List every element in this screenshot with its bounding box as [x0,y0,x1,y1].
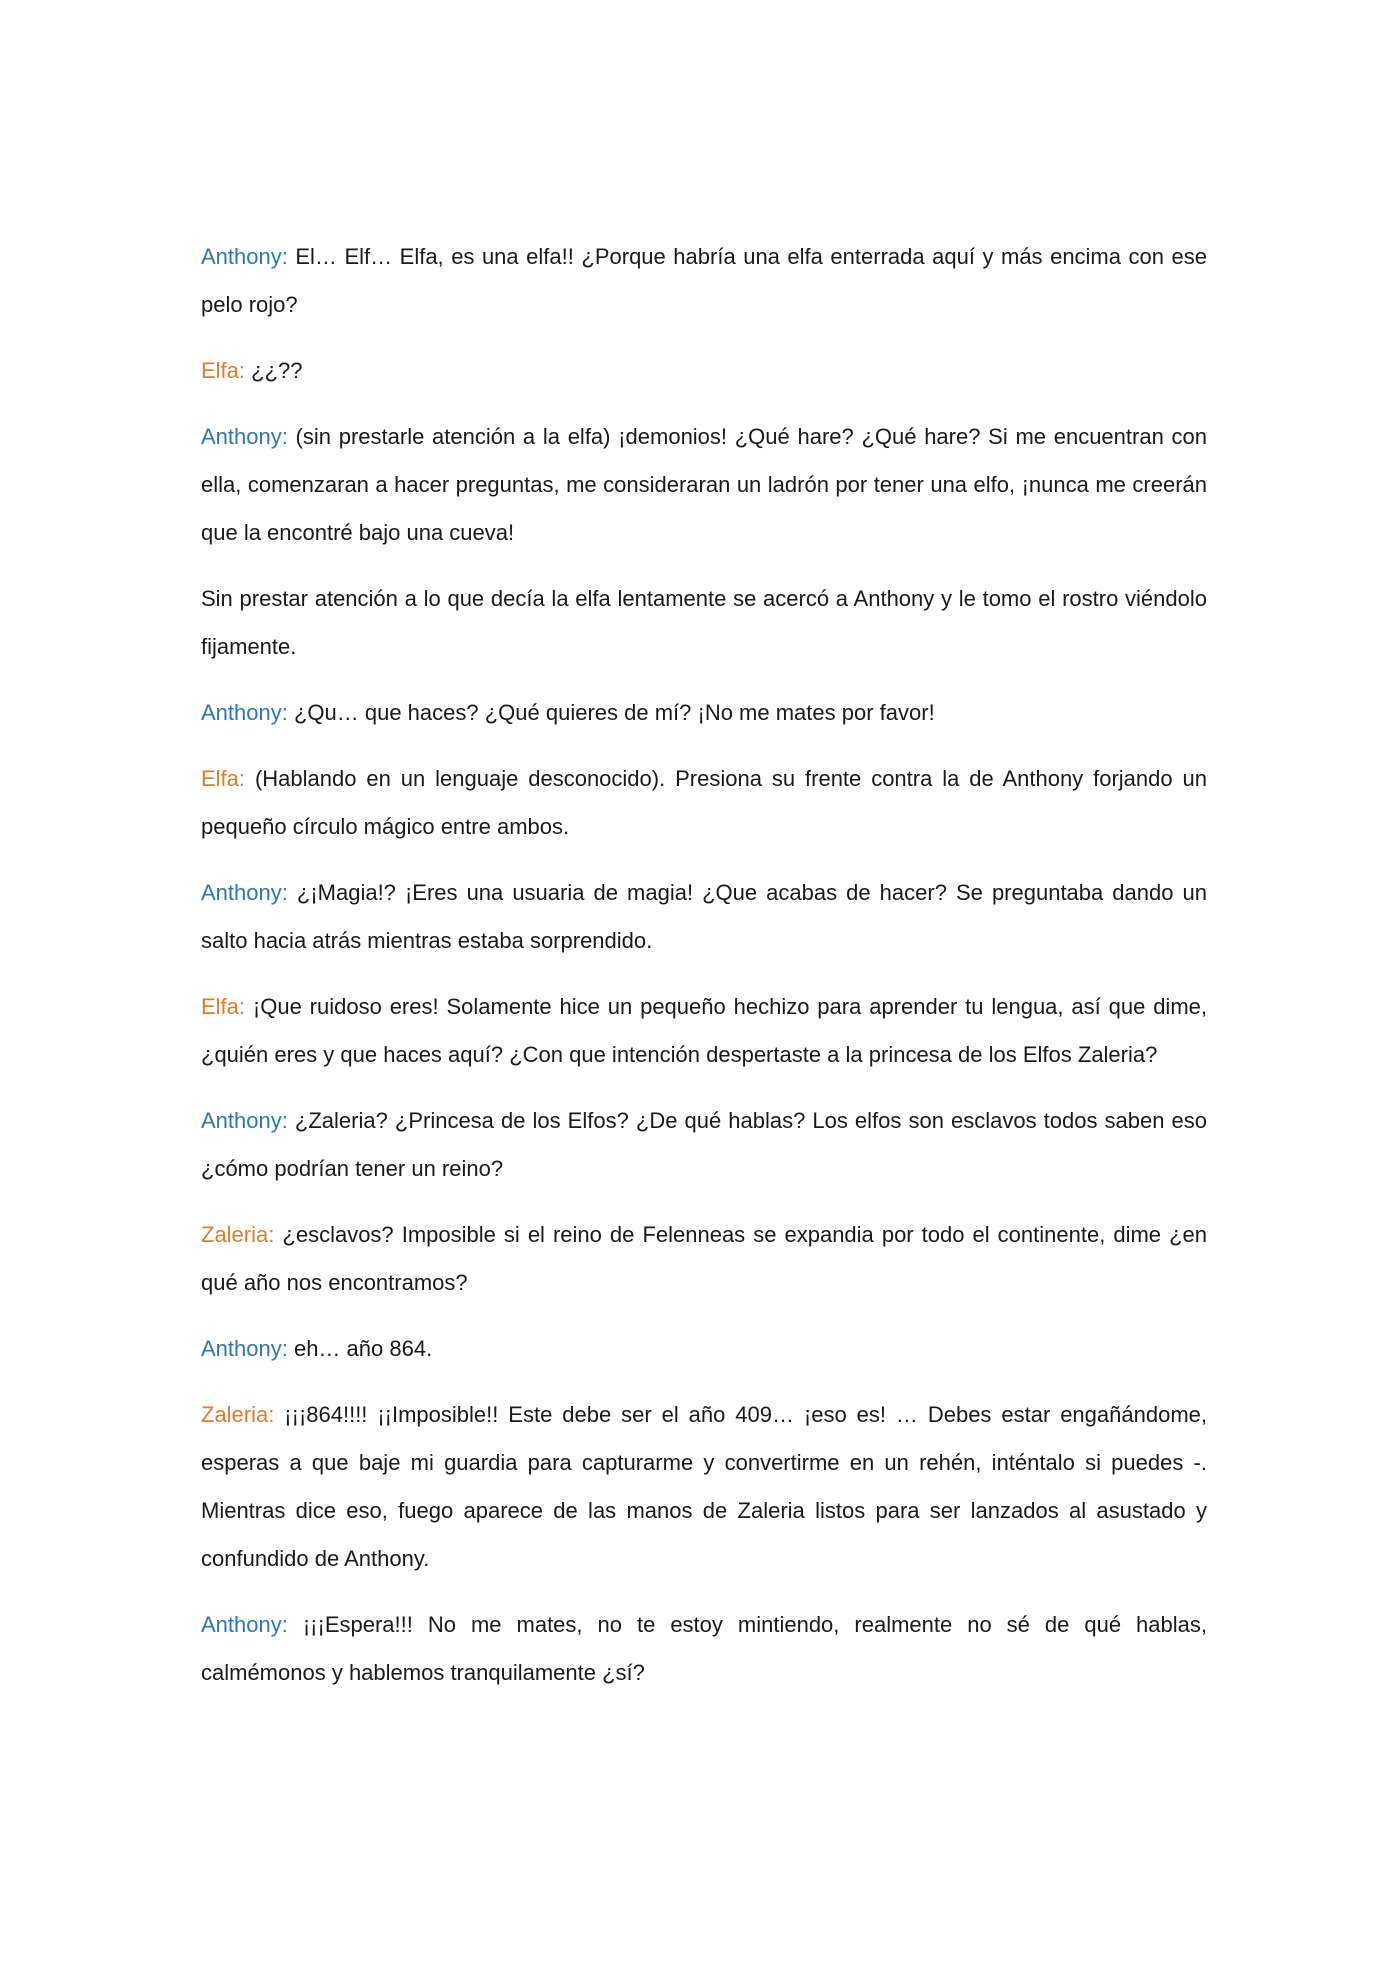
speaker-label: Anthony: [201,880,288,905]
dialogue-text: ¿Qu… que haces? ¿Qué quieres de mí? ¡No me mates por favor! [287,700,935,725]
dialogue-paragraph [201,1601,1207,1697]
narration-paragraph [201,575,1207,671]
dialogue-text: ¡Que ruidoso eres! Solamente hice un pequeño hechizo para aprender tu lengua, así que dime, ¿quién eres y que haces aquí? ¿Con que intención despertaste a la princesa de los Elfos Zaleria? [201,994,1207,1067]
dialogue-paragraph [201,233,1207,329]
dialogue-paragraph [201,347,1207,395]
speaker-label: Elfa: [201,994,246,1019]
dialogue-text: eh… año 864. [287,1336,433,1361]
dialogue-paragraph [201,1325,1207,1373]
dialogue-text: (sin prestarle atención a la elfa) ¡demonios! ¿Qué hare? ¿Qué hare? Si me encuentran con ella, comenzaran a hacer preguntas, me consideraran un ladrón por tener una elfo, ¡nunca me creerán que la encontré bajo una cueva! [201,424,1207,545]
speaker-label: Elfa: [201,766,246,791]
dialogue-paragraph [201,755,1207,851]
speaker-label: Zaleria: [201,1222,275,1247]
speaker-label: Anthony: [201,1336,288,1361]
dialogue-paragraph [201,413,1207,557]
dialogue-text: (Hablando en un lenguaje desconocido). Presiona su frente contra la de Anthony forjando un pequeño círculo mágico entre ambos. [201,766,1207,839]
speaker-label: Elfa: [201,358,246,383]
dialogue-text: ¿Zaleria? ¿Princesa de los Elfos? ¿De qué hablas? Los elfos son esclavos todos saben eso ¿cómo podrían tener un reino? [201,1108,1207,1181]
dialogue-text: El… Elf… Elfa, es una elfa!! ¿Porque habría una elfa enterrada aquí y más encima con ese pelo rojo? [201,244,1207,317]
dialogue-paragraph [201,1211,1207,1307]
speaker-label: Anthony: [201,1612,288,1637]
dialogue-text: ¿esclavos? Imposible si el reino de Felenneas se expandia por todo el continente, dime ¿en qué año nos encontramos? [201,1222,1207,1295]
narration-text: Sin prestar atención a lo que decía la elfa lentamente se acercó a Anthony y le tomo el rostro viéndolo fijamente. [201,586,1207,659]
speaker-label: Anthony: [201,700,288,725]
dialogue-paragraph [201,1097,1207,1193]
speaker-label: Anthony: [201,424,288,449]
dialogue-text: ¡¡¡Espera!!! No me mates, no te estoy mintiendo, realmente no sé de qué hablas, calmémonos y hablemos tranquilamente ¿sí? [201,1612,1207,1685]
dialogue-paragraph [201,983,1207,1079]
dialogue-paragraph [201,689,1207,737]
dialogue-paragraph [201,869,1207,965]
document-page [201,233,1207,1715]
dialogue-text: ¿¡Magia!? ¡Eres una usuaria de magia! ¿Que acabas de hacer? Se preguntaba dando un salto hacia atrás mientras estaba sorprendido. [201,880,1207,953]
speaker-label: Anthony: [201,1108,288,1133]
dialogue-paragraph [201,1391,1207,1583]
dialogue-text: ¡¡¡864!!!! ¡¡Imposible!! Este debe ser el año 409… ¡eso es! … Debes estar engañándome, esperas a que baje mi guardia para capturarme y convertirme en un rehén, inténtalo si puedes -. Mientras dice eso, fuego aparece de las manos de Zaleria listos para ser lanzados al asustado y confundido de Anthony. [201,1402,1207,1571]
speaker-label: Zaleria: [201,1402,275,1427]
dialogue-text: ¿¿?? [245,358,303,383]
speaker-label: Anthony: [201,244,288,269]
